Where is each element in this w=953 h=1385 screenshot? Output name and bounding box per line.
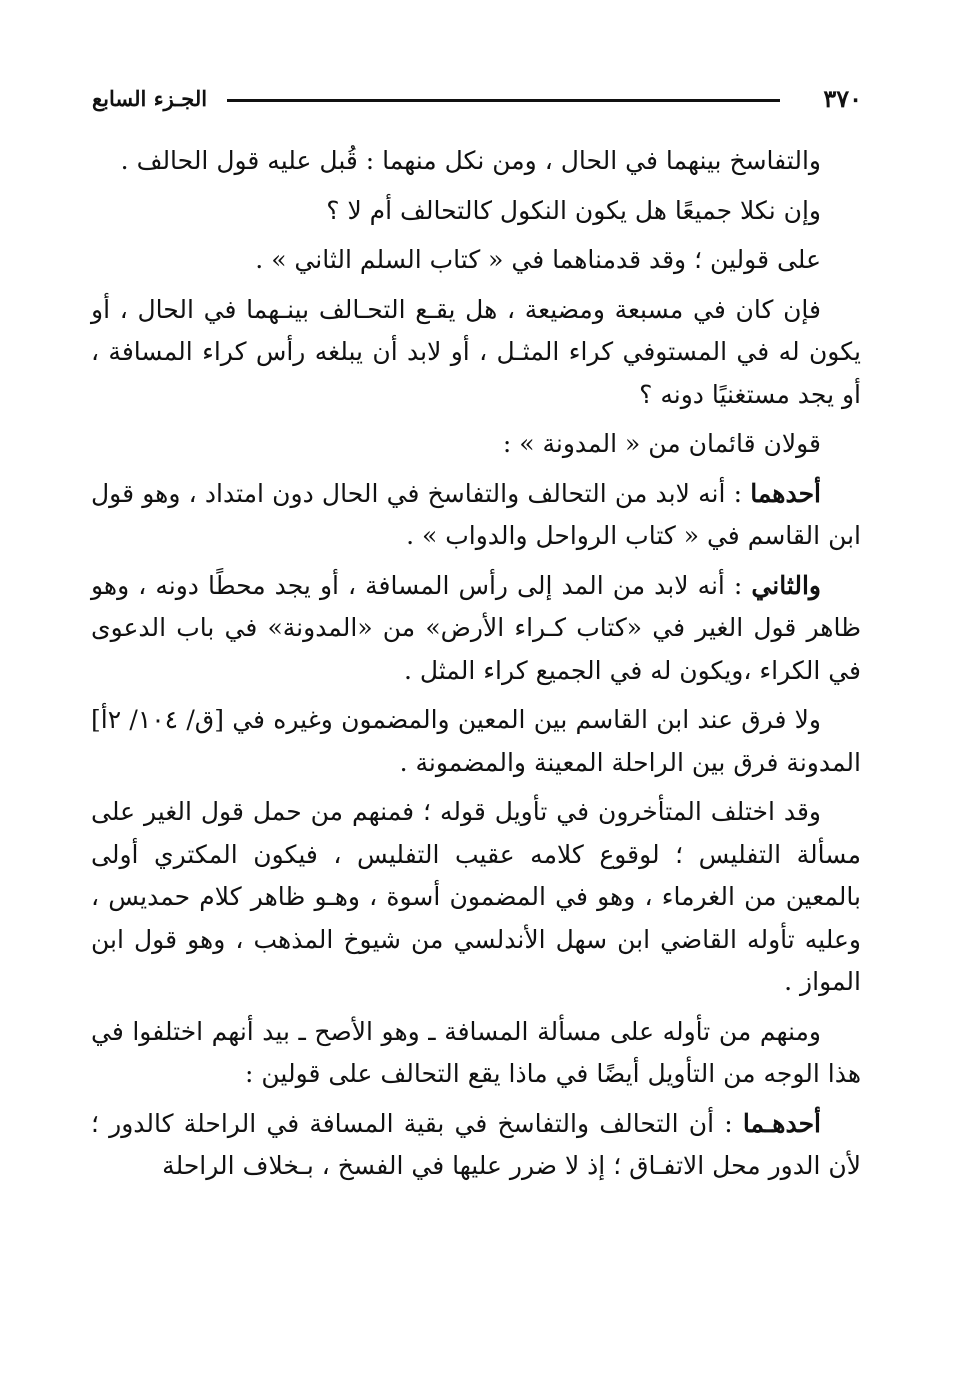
paragraph-text: وإن نكلا جميعًا هل يكون النكول كالتحالف أم لا ؟ (326, 195, 821, 225)
page-number: ٣٧٠ (823, 84, 862, 113)
paragraph (91, 289, 861, 417)
paragraph-text: والتفاسخ بينهما في الحال ، ومن نكل منهما : قُبل عليه قول الحالف . (120, 146, 821, 175)
paragraph-lead: والثاني (751, 570, 821, 600)
section-title: الجـزء السابع (92, 86, 208, 111)
page-header (92, 84, 862, 118)
paragraph (91, 1103, 861, 1188)
paragraph-lead: أحدهما (750, 478, 821, 508)
paragraph (91, 140, 861, 183)
paragraph (91, 239, 861, 282)
paragraph-text: قولان قائمان من « المدونة » : (502, 429, 821, 458)
paragraph-text: : أنه لابد من المد إلى رأس المسافة ، أو يجد محطًا دونه ، وهو ظاهر قول الغير في «كتاب كـراء الأرض» من «المدونة» في باب الدعوى في الكراء ،ويكون له في الجميع كراء المثل . (91, 570, 861, 685)
paragraph (91, 1011, 861, 1096)
body-text (91, 140, 861, 1195)
header-rule (227, 99, 780, 102)
paragraph-text: ولا فرق عند ابن القاسم بين المعين والمضمون وغيره في [ق/ ١٠٤/ ٢أ] المدونة فرق بين الراحلة المعينة والمضمونة . (91, 705, 861, 777)
paragraph (91, 473, 861, 558)
paragraph (91, 190, 861, 233)
paragraph-text: ومنهم من تأوله على مسألة المسافة ـ وهو الأصح ـ بيد أنهم اختلفوا في هذا الوجه من التأويل أيضًا في ماذا يقع التحالف على قولين : (91, 1016, 861, 1088)
paragraph-lead: أحدهـما (742, 1108, 821, 1138)
paragraph-text: : أنه لابد من التحالف والتفاسخ في الحال دون امتداد ، وهو قول ابن القاسم في « كتاب الرواحل والدواب » . (91, 478, 861, 550)
paragraph-text: على قولين ؛ وقد قدمناهما في « كتاب السلم الثاني » . (255, 245, 821, 274)
paragraph-text: وقد اختلف المتأخرون في تأويل قوله ؛ فمنهم من حمل قول الغير على مسألة التفليس ؛ لوقوع كلامه عقيب التفليس ، فيكون المكتري أولى بالمعين من الغرماء ، وهو في المضمون أسوة ، وهـو ظاهر كلام حمديس ، وعليه تأوله القاضي ابن سهل الأندلسي من شيوخ المذهب ، وهو قول ابن المواز . (91, 797, 861, 996)
paragraph (91, 699, 861, 784)
paragraph-text: : أن التحالف والتفاسخ في بقية المسافة في الراحلة كالدور ؛ لأن الدور محل الاتفـاق ؛ إذ لا ضرر عليها في الفسخ ، بـخلاف الراحلة (91, 1108, 861, 1180)
paragraph-text: فإن كان في مسبعة ومضيعة ، هل يقـع التحـالف بينـهما في الحال ، أو يكون له في المستوفي كراء المثـل ، أو لابد أن يبلغه رأس كراء المسافة ، أو يجد مستغنيًا دونه ؟ (91, 294, 861, 409)
paragraph (91, 423, 861, 466)
paragraph (91, 565, 861, 693)
paragraph (91, 791, 861, 1004)
